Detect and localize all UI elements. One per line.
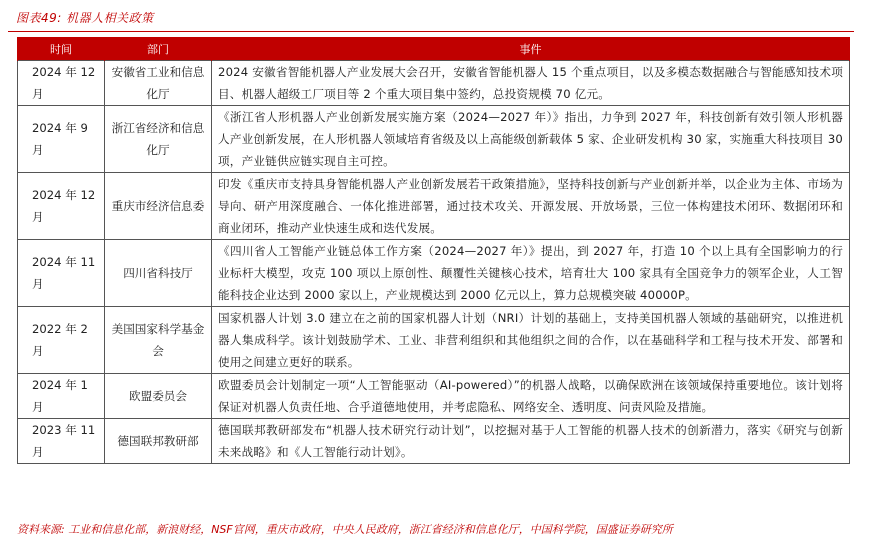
time-cell: 2024 年 12 月 [18,173,105,240]
table-row [18,419,850,464]
dept-cell: 美国国家科学基金会 [105,307,212,374]
header-dept: 部门 [105,37,212,61]
time-cell: 2024 年 12 月 [18,61,105,106]
time-cell: 2024 年 9 月 [18,106,105,173]
dept-cell: 欧盟委员会 [105,374,212,419]
figure-title: 图表49: 机器人相关政策 [16,11,154,25]
time-cell: 2024 年 11 月 [18,240,105,307]
table-header-row [18,37,850,61]
dept-cell: 安徽省工业和信息化厅 [105,61,212,106]
policy-table [17,37,850,464]
event-cell: 印发《重庆市支持具身智能机器人产业创新发展若干政策措施》，坚持科技创新与产业创新并举，以企业为主体、市场为导向、研产用深度融合、一体化推进部署，通过技术攻关、开源发展、开放场景，三位一体构建技术闭环、数据闭环和商业闭环，推动产业快速生成和迭代发展。 [212,173,850,240]
event-cell: 国家机器人计划 3.0 建立在之前的国家机器人计划（NRI）计划的基础上，支持美国机器人领域的基础研究，以推进机器人集成科学。该计划鼓励学术、工业、非营利组织和其他组织之间的合作，以在基础科学和工程与技术开发、部署和使用之间建立更好的联系。 [212,307,850,374]
event-cell: 德国联邦教研部发布“机器人技术研究行动计划”，以挖掘对基于人工智能的机器人技术的创新潜力，落实《研究与创新未来战略》和《人工智能行动计划》。 [212,419,850,464]
table-row [18,106,850,173]
dept-cell: 德国联邦教研部 [105,419,212,464]
table-row [18,374,850,419]
event-cell: 《浙江省人形机器人产业创新发展实施方案（2024—2027 年）》指出，力争到 2027 年，科技创新有效引领人形机器人产业创新发展，在人形机器人领域培育省级及以上高能级创新载体 5 家、企业研发机构 30 家，实施重大科技项目 30 项，产业链供应链实现自主可控。 [212,106,850,173]
table-row [18,240,850,307]
source-note: 资料来源: 工业和信息化部，新浪财经，NSF官网，重庆市政府，中央人民政府，浙江省经济和信息化厅，中国科学院，国盛证券研究所 [17,523,673,536]
event-cell: 欧盟委员会计划制定一项“人工智能驱动（AI-powered）”的机器人战略，以确保欧洲在该领域保持重要地位。该计划将保证对机器人负责任地、合乎道德地使用，并考虑隐私、网络安全、透明度、问责风险及措施。 [212,374,850,419]
title-divider [8,31,854,32]
dept-cell: 浙江省经济和信息化厅 [105,106,212,173]
header-time: 时间 [18,37,105,61]
time-cell: 2023 年 11 月 [18,419,105,464]
event-cell: 2024 安徽省智能机器人产业发展大会召开，安徽省智能机器人 15 个重点项目，以及多模态数据融合与智能感知技术项目、机器人超级工厂项目等 2 个重大项目集中签约，总投资规模 70 亿元。 [212,61,850,106]
event-cell: 《四川省人工智能产业链总体工作方案（2024—2027 年）》提出，到 2027 年，打造 10 个以上具有全国影响力的行业标杆大模型，攻克 100 项以上原创性、颠覆性关键核心技术，培育壮大 100 家具有全国竞争力的领军企业，人工智能科技企业达到 2000 家以上，产业规模达到 2000 亿元以上，算力总规模突破 40000P。 [212,240,850,307]
time-cell: 2024 年 1 月 [18,374,105,419]
table-row [18,173,850,240]
time-cell: 2022 年 2 月 [18,307,105,374]
header-event: 事件 [212,37,850,61]
dept-cell: 四川省科技厅 [105,240,212,307]
table-row [18,307,850,374]
table-row [18,61,850,106]
dept-cell: 重庆市经济信息委 [105,173,212,240]
